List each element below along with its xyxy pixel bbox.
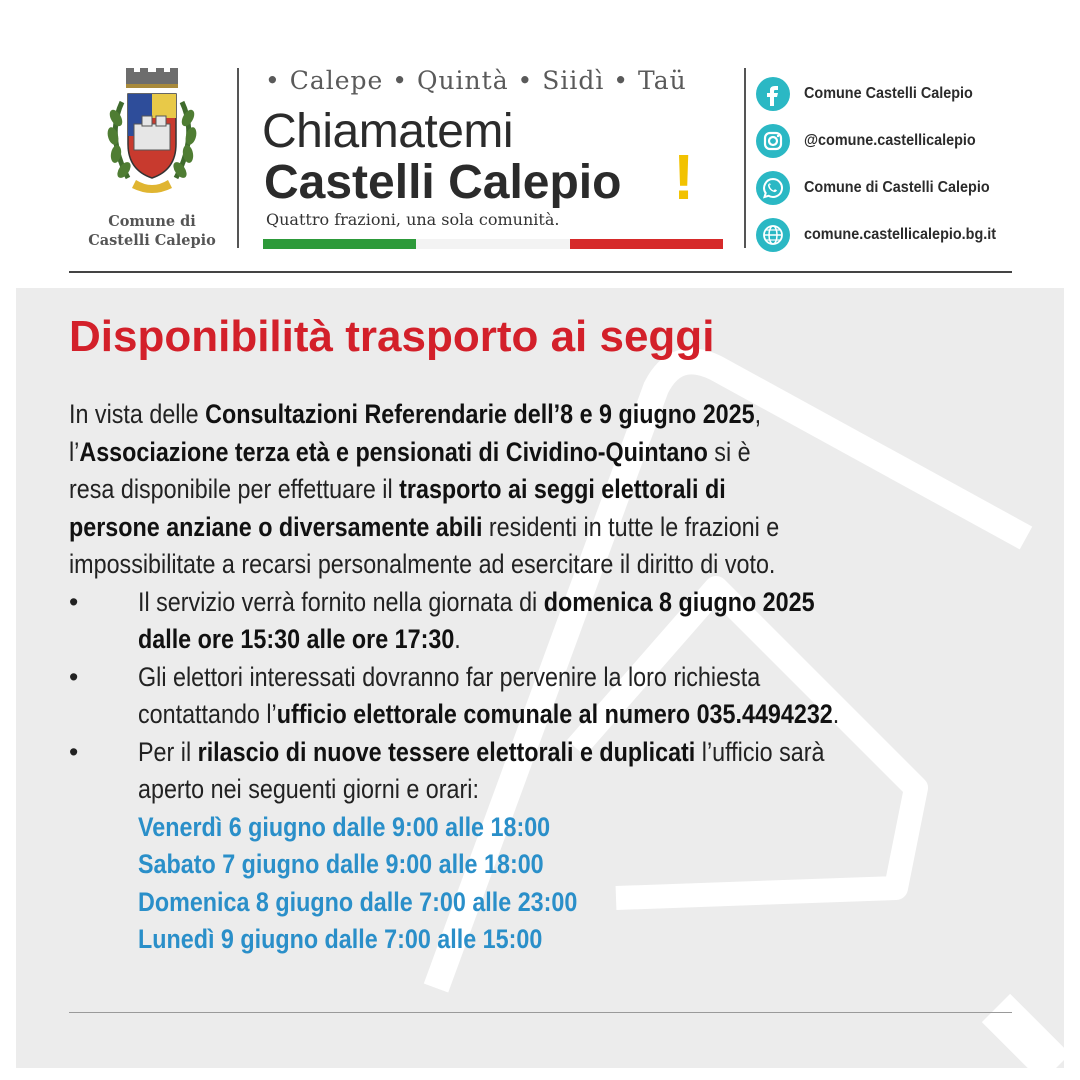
italian-flag-bar [263, 239, 723, 249]
page-title: Disponibilità trasporto ai seggi [69, 312, 715, 361]
intro-line: impossibilitate a recarsi personalmente ad esercitare il diritto di voto. [69, 549, 776, 579]
facebook-icon [756, 77, 790, 111]
schedule-line: Domenica 8 giugno dalle 7:00 alle 23:00 [138, 886, 578, 917]
intro-line: l’Associazione terza età e pensionati di Cividino-Quintano si è [69, 436, 751, 467]
list-item-card-office: • Per il rilascio di nuove tessere elettorali e duplicati l’ufficio sarà aperto nei seguenti giorni e orari: Venerdì 6 giugno dalle 9:00 alle 18:00 Sabato 7 giugno dalle 9:00 alle 18:00 Domenica 8 giugno dalle 7:00 alle 23:00 Lunedì 9 giugno dalle 7:00 alle 15:00 [69, 734, 1049, 959]
schedule-line: Sabato 7 giugno dalle 9:00 alle 18:00 [138, 849, 544, 879]
brand-tagline: Quattro frazioni, una sola comunità. [266, 210, 560, 229]
bullet-marker: • [69, 586, 79, 617]
header-divider-right [744, 68, 746, 248]
instagram-icon [756, 124, 790, 158]
social-facebook[interactable]: Comune Castelli Calepio [756, 70, 1056, 117]
municipal-crest [84, 66, 220, 256]
list-item-contact: • Gli elettori interessati dovranno far pervenire la loro richiesta contattando l’ufficio elettorale comunale al numero 035.4494232. [69, 659, 1049, 734]
social-whatsapp[interactable]: Comune di Castelli Calepio [756, 164, 1056, 211]
social-instagram[interactable]: @comune.castellicalepio [756, 117, 1056, 164]
bullet-marker: • [69, 661, 79, 692]
info-card [16, 288, 1064, 1068]
schedule-line: Lunedì 9 giugno dalle 7:00 alle 15:00 [138, 924, 543, 954]
whatsapp-icon [756, 171, 790, 205]
schedule-line: Venerdì 6 giugno dalle 9:00 alle 18:00 [138, 811, 551, 842]
crest-caption: Comune di Castelli Calepio [88, 213, 216, 249]
crest-emblem-icon [98, 66, 206, 206]
intro-line: persone anziane o diversamente abili residenti in tutte le frazioni e [69, 511, 780, 542]
brand-title-line1: Chiamatemi [262, 105, 514, 158]
header-divider-left [237, 68, 239, 248]
brand-exclamation: ! [673, 141, 695, 213]
list-item-service-date: • Il servizio verrà fornito nella giornata di domenica 8 giugno 2025 dalle ore 15:30 alle ore 17:30. [69, 584, 1049, 659]
bullet-marker: • [69, 736, 79, 767]
intro-line: resa disponibile per effettuare il trasporto ai seggi elettorali di [69, 474, 726, 504]
header-separator [69, 271, 1012, 273]
intro-line: In vista delle Consultazioni Referendarie dell’8 e 9 giugno 2025, [69, 399, 762, 429]
footer-separator [69, 1012, 1012, 1013]
announcement-body [69, 396, 1049, 959]
frazioni-list: • Calepe • Quintà • Siidì • Taü [265, 66, 687, 95]
brand-title-line2: Castelli Calepio [264, 156, 622, 209]
web-icon [756, 218, 790, 252]
social-links [756, 70, 1056, 258]
social-website[interactable]: comune.castellicalepio.bg.it [756, 211, 1056, 258]
